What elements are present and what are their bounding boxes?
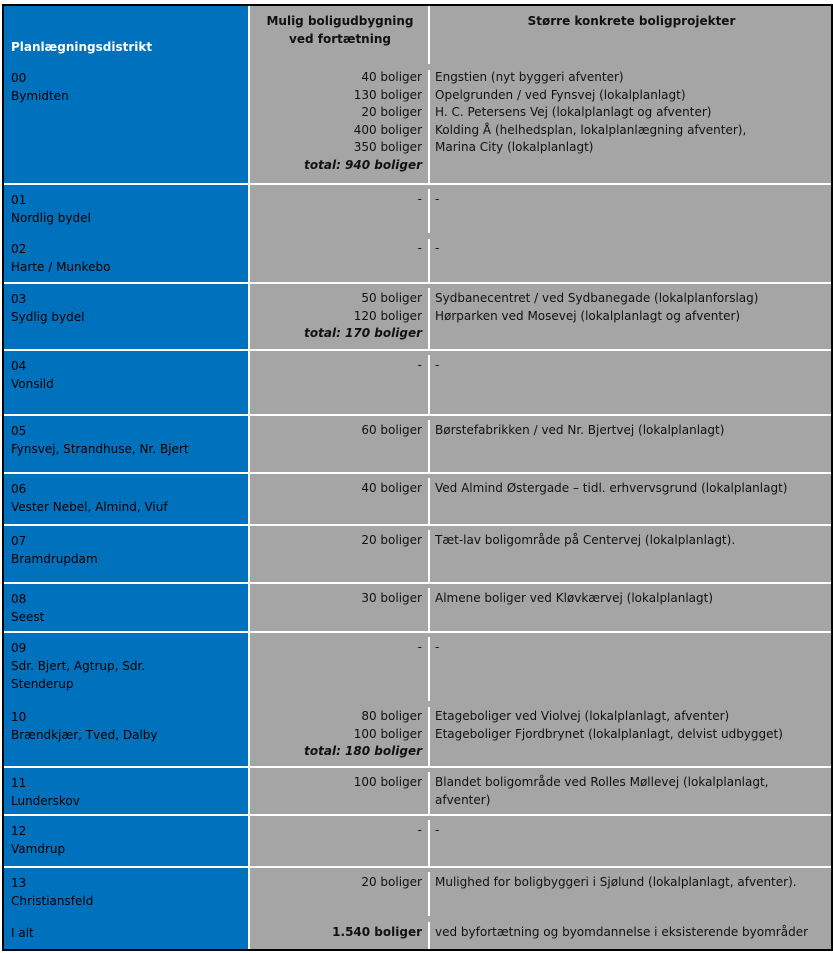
projects-10: Etageboliger ved Violvej (lokalplanlagt, afventer) Etageboliger Fjordbrynet (lokalplanlagt, delvist udbygget) [435, 709, 783, 741]
table-group-03 [4, 284, 831, 349]
amounts-09: - [417, 640, 422, 654]
header-projects: Større konkrete boligprojekter [527, 14, 736, 28]
district-02: 02 Harte / Munkebo [11, 242, 111, 274]
summary-label: I alt [11, 926, 34, 940]
table-group-12 [4, 816, 831, 866]
district-13: 13 Christiansfeld [11, 876, 94, 908]
amounts-04: - [417, 358, 422, 372]
district-04: 04 Vonsild [11, 359, 54, 391]
amounts-05: 60 boliger [361, 423, 422, 437]
projects-06: Ved Almind Østergade – tidl. erhvervsgrund (lokalplanlagt) [435, 481, 788, 495]
table-group-01-02 [4, 185, 831, 282]
table-group-06 [4, 474, 831, 524]
amounts-01: - [417, 192, 422, 206]
projects-01: - [435, 192, 440, 206]
projects-07: Tæt-lav boligområde på Centervej (lokalplanlagt). [435, 533, 736, 547]
district-06: 06 Vester Nebel, Almind, Viuf [11, 482, 168, 514]
table-group-11 [4, 768, 831, 814]
table-group-08 [4, 584, 831, 631]
total-10: total: 180 boliger [304, 744, 422, 758]
amounts-00: 40 boliger 130 boliger 20 boliger 400 boliger 350 boliger total: 940 boliger [252, 69, 422, 174]
summary-amount: 1.540 boliger [332, 925, 422, 939]
amounts-10: 80 boliger 100 boliger total: 180 boliger [252, 708, 422, 761]
district-00: 00 Bymidten [11, 71, 69, 103]
summary-text: ved byfortætning og byomdannelse i eksisterende byområder [435, 925, 809, 939]
projects-02: - [435, 241, 440, 255]
projects-03: Sydbanecentret / ved Sydbanegade (lokalplanforslag) Hørparken ved Mosevej (lokalplanlagt og afventer) [435, 291, 759, 323]
district-03: 03 Sydlig bydel [11, 292, 85, 324]
district-11: 11 Lunderskov [11, 776, 80, 808]
district-05: 05 Fynsvej, Strandhuse, Nr. Bjert [11, 424, 189, 456]
table-group-header-00 [4, 6, 831, 183]
district-12: 12 Vamdrup [11, 824, 66, 856]
projects-04: - [435, 358, 440, 372]
amounts-12: - [417, 823, 422, 837]
table-group-04 [4, 351, 831, 414]
amounts-07: 20 boliger [361, 533, 422, 547]
projects-11: Blandet boligområde ved Rolles Møllevej (lokalplanlagt, afventer) [435, 775, 769, 807]
district-07: 07 Bramdrupdam [11, 534, 98, 566]
table-group-07 [4, 526, 831, 582]
amounts-13: 20 boliger [361, 875, 422, 889]
amounts-03: 50 boliger 120 boliger total: 170 boliger [252, 290, 422, 343]
total-00: total: 940 boliger [304, 157, 422, 172]
projects-13: Mulighed for boligbyggeri i Sjølund (lokalplanlagt, afventer). [435, 875, 797, 889]
housing-table [2, 4, 833, 951]
amounts-11: 100 boliger [353, 775, 422, 789]
projects-05: Børstefabrikken / ved Nr. Bjertvej (lokalplanlagt) [435, 423, 725, 437]
header-possible-housing: Mulig boligudbygning ved fortætning [266, 14, 414, 46]
projects-12: - [435, 823, 440, 837]
amounts-06: 40 boliger [361, 481, 422, 495]
header-district: Planlægningsdistrikt [11, 40, 153, 54]
table-group-09-10 [4, 633, 831, 766]
projects-08: Almene boliger ved Kløvkærvej (lokalplanlagt) [435, 591, 714, 605]
district-09: 09 Sdr. Bjert, Agtrup, Sdr. Stenderup [11, 641, 146, 691]
amounts-08: 30 boliger [361, 591, 422, 605]
total-03: total: 170 boliger [304, 326, 422, 340]
projects-09: - [435, 640, 440, 654]
district-01: 01 Nordlig bydel [11, 193, 91, 225]
table-group-13-total [4, 868, 831, 949]
district-08: 08 Seest [11, 592, 45, 624]
district-10: 10 Brændkjær, Tved, Dalby [11, 710, 158, 742]
table-group-05 [4, 416, 831, 472]
amounts-02: - [417, 241, 422, 255]
projects-00: Engstien (nyt byggeri afventer) Opelgrunden / ved Fynsvej (lokalplanlagt) H. C. Petersens Vej (lokalplanlagt og afventer) Kolding Å (helhedsplan, lokalplanlægning afventer), Marina City (lokalplanlagt) [435, 70, 747, 154]
